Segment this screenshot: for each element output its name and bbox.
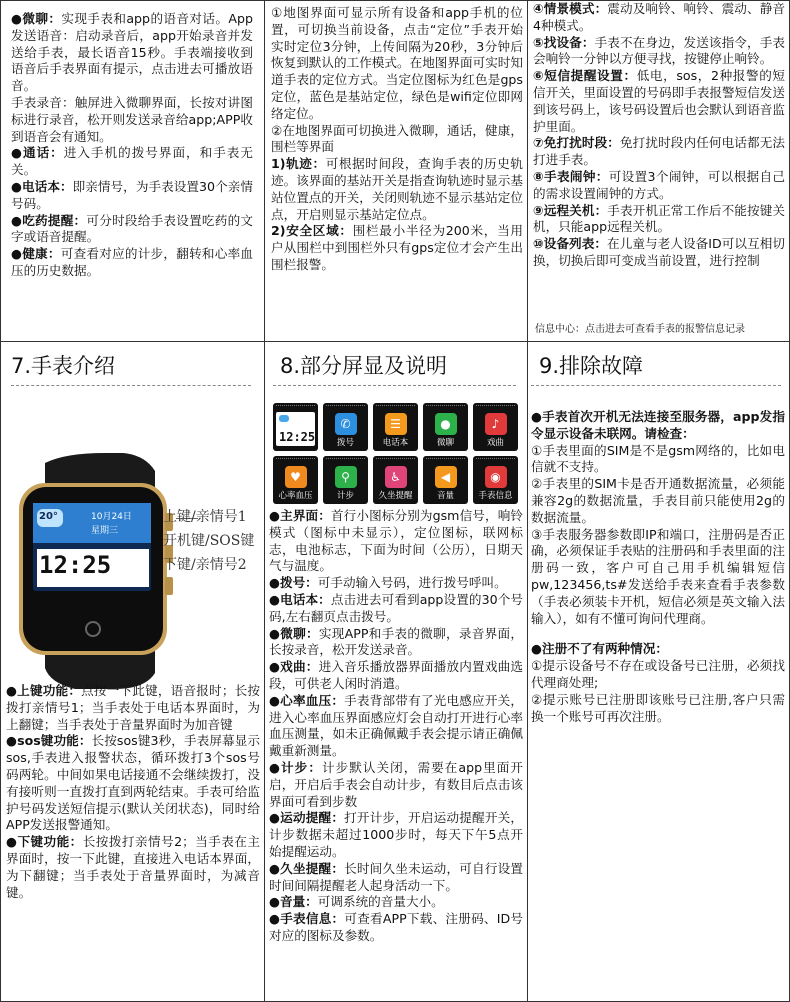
s8-paragraph [269,861,523,895]
top-right-column [533,1,785,321]
tile-status-bar [426,405,465,409]
app-tile[interactable] [273,456,318,504]
top-right-paragraph [533,68,785,135]
app-tile[interactable] [373,456,418,504]
s8-text: 打开计步，开启运动提醒开关，计步数据未超过1000步时，每天下午5点开始提醒运动。 [269,810,523,859]
opera-icon: ♪ [485,413,507,435]
s8-paragraph [269,575,523,592]
tile-label: 拨号 [336,438,354,448]
top-left-text: 手表录音：触屏进入微聊界面，长按对讲图标进行录音，松开则发送录音给app;APP收到语音会有通知。 [11,94,253,144]
s8-paragraph [269,760,523,810]
top-right-text: 手表开机正常工作后不能按键关机，只能app远程关机。 [533,202,785,235]
app-tile[interactable] [373,403,418,451]
s8-text: 进入音乐播放器界面播放内置戏曲选段，可供老人闲时消遣。 [269,659,523,691]
s9-paragraph [531,627,785,641]
clock-time: 12:25 [279,430,316,444]
s8-label: ●计步： [269,759,322,775]
chat-icon: ● [435,413,457,435]
top-left-paragraph [11,246,253,280]
tile-status-bar [426,458,465,462]
tile-status-bar [276,405,315,409]
app-tile[interactable] [323,456,368,504]
column-divider-2 [527,1,528,1002]
top-right-text: 免打扰时段内任何电话都无法打进手表。 [533,135,785,168]
s8-paragraph [269,626,523,660]
top-left-label: ●微聊： [11,11,62,26]
top-right-paragraph [533,236,785,270]
s9-paragraph [531,692,785,726]
top-left-text: 即亲情号，为手表设置30个亲情号码。 [11,178,253,211]
top-middle-paragraph [271,223,523,273]
s8-text: 点击进去可看到app设置的30个号码,左右翻页点击拨号。 [269,591,523,624]
top-right-paragraph [533,1,785,35]
top-right-label: ⑤找设备： [533,34,595,50]
top-middle-paragraph [271,123,523,157]
top-left-label: ●通话： [11,145,64,161]
top-middle-text: 围栏最小半径为200米，当用户从围栏中到围栏外只有gps定位才会产生出围栏报警。 [271,223,523,272]
top-left-paragraph [11,11,253,95]
top-right-text: 低电，sos，2种报警的短信开关，里面设置的号码即手表报警短信发送到该号码上，该号码设置后也会默认到语音监护里面。 [533,68,785,134]
s9-paragraph [531,527,785,628]
info-center-note: 信息中心：点击进去可查看手表的报警信息记录 [535,324,745,335]
top-middle-paragraph [271,5,523,123]
s7-label: ●上键功能： [6,683,82,698]
top-right-label: ⑥短信提醒设置： [533,68,637,84]
sedentary-icon: ♿ [385,466,407,488]
s7-paragraph [6,733,260,834]
callout-down-key: 下键/亲情号2 [163,557,247,573]
section-9-underline [531,385,781,386]
top-left-paragraph [11,95,253,145]
s8-paragraph [269,659,523,693]
s7-label: ●下键功能： [6,834,83,850]
top-left-label: ●吃药提醒： [11,212,87,228]
section-8-underline [273,385,516,386]
s8-label: ●久坐提醒： [269,860,345,876]
tile-label: 音量 [436,491,454,501]
weather-icon [279,415,289,422]
s9-text: ②手表里的SIM卡是否开通数据流量，必须能兼容2g的数据流量，手表目前只能使用2g的数据流量。 [531,476,785,525]
top-right-label: ⑩设备列表： [533,236,608,252]
s9-label: ●手表首次开机无法连接至服务器，app发指令显示设备未联网。请检查： [531,409,785,441]
section-8-title: 8.部分屏显及说明 [280,354,448,378]
main-screen-clock [276,412,315,446]
callout-up-key: 上键/亲情号1 [163,509,247,525]
callout-power-sos-key: 开机键/SOS键 [163,533,255,549]
s8-label: ●心率血压： [269,692,345,708]
s7-text: 长按拨打亲情号2；当手表在主界面时，按一下此键，直接进入电话本界面，为下翻键；当手表处于音量界面时，为减音键。 [6,834,260,900]
tile-status-bar [476,405,515,409]
top-left-paragraph [11,179,253,213]
top-right-label: ④情景模式： [533,1,608,16]
s8-text: 可手动输入号码，进行拨号呼叫。 [317,575,507,591]
s8-label: ●戏曲： [269,659,319,675]
s8-label: ●电话本： [269,591,331,607]
top-right-text: 手表不在身边，发送该指令，手表会响铃一分钟以方便寻找，按键停止响铃。 [533,34,785,67]
tile-status-bar [476,458,515,462]
top-left-paragraph [11,145,253,179]
top-left-text: 可分时段给手表设置吃药的文字或语音提醒。 [11,212,253,245]
watch-date: 10月24日 [91,512,132,522]
app-tile[interactable] [423,403,468,451]
tile-label: 微聊 [436,438,454,448]
column-divider-1 [264,1,265,1002]
top-left-text: 可查看对应的计步，翻转和心率血压的历史数据。 [11,246,253,278]
s8-label: ●运动提醒： [269,810,345,826]
s8-paragraph [269,911,523,945]
top-left-text: 进入手机的拨号界面，和手表无关。 [11,145,253,178]
s7-text: 点按一下此键，语音报时；长按拨打亲情号1；当手表处于电话本界面时，为上翻键；当手表处于音量界面时为加音键 [6,683,260,732]
app-tile[interactable] [473,456,518,504]
s8-text: 长时间久坐未运动，可自行设置时间间隔提醒老人起身活动一下。 [269,860,523,893]
s9-text: ①手表里面的SIM是不是gsm网络的，比如电信就不支持。 [531,442,785,475]
top-right-text: 可设置3个闹钟，可以根据自己的需求设置闹钟的方式。 [533,168,785,201]
s9-text: ③手表服务器参数即IP和端口，注册码是否正确，必须保证手表贴的注册码和手表里面的注册码一致，客户可自己用手机编辑短信pw,123456,ts#发送给手表来查看手表参数（手表必须装卡开机，短信必须是英文输入法输入），如有不懂可询问代理商。 [531,526,785,626]
tile-label: 电话本 [382,438,409,448]
top-right-text: 震动及响铃、响铃、震动、静音4种模式。 [533,1,785,33]
top-left-column [11,11,253,337]
app-tile[interactable] [273,403,318,451]
section-9-title: 9.排除故障 [539,354,644,378]
top-middle-label: 2)安全区域： [271,223,353,239]
s8-label: ●手表信息： [269,911,345,927]
top-right-paragraph [533,169,785,203]
s8-paragraph [269,894,523,911]
s9-paragraph [531,443,785,477]
s7-paragraph [6,683,260,733]
s9-text: ②提示账号已注册即该账号已注册,客户只需换一个账号可再次注册。 [531,691,785,724]
top-left-text: 实现手表和app的语音对话。App发送语音：启动录音后，app开始录音并发送给手表，最长语音15秒。手表端接收到语音后手表界面有提示，点击进去可播放语音。 [11,11,253,94]
s8-label: ●拨号： [269,575,318,591]
tile-label: 心率血压 [278,491,313,501]
top-right-label: ⑧手表闹钟： [533,168,609,184]
pedometer-icon: ⚲ [335,466,357,488]
watch-time: 12:25 [39,551,112,579]
top-right-paragraph [533,203,785,237]
top-middle-label: 1)轨迹： [271,156,326,172]
top-middle-paragraph [271,156,523,223]
tile-status-bar [326,458,365,462]
s9-text [531,409,785,789]
app-tile[interactable] [323,403,368,451]
s8-text: 可调系统的音量大小。 [317,894,444,910]
s9-paragraph [531,658,785,692]
top-left-label: ●健康： [11,246,61,262]
top-right-paragraph [533,35,785,69]
s7-paragraph [6,834,260,901]
s8-text: 计步默认关闭，需要在app里面开启，开启后手表会自动计步，有数目后点击该界面可看到步数 [269,759,523,809]
tile-status-bar [376,458,415,462]
s8-label: ●微聊： [269,625,319,641]
s8-paragraph [269,810,523,860]
s7-label: ●sos键功能： [6,733,92,749]
s8-label: ●音量： [269,894,318,910]
app-tile[interactable] [473,403,518,451]
s8-paragraph [269,693,523,760]
s8-text: 手表背部带有了光电感应开关，进入心率血压界面感应灯会自动打开进行心率血压测量，如未正确佩戴手表会提示请正确佩戴重新测量。 [269,692,523,759]
s9-paragraph [531,641,785,658]
s8-text: 实现APP和手表的微聊，录音界面，长按录音，松开发送录音。 [269,625,523,658]
top-right-label: ⑨远程关机： [533,202,608,218]
section-7-underline [11,385,251,386]
s7-text [6,683,260,999]
tile-label: 久坐提醒 [378,491,413,501]
tile-label: 手表信息 [478,491,513,501]
s9-label: ●注册不了有两种情况： [531,641,668,657]
top-right-label: ⑦免打扰时段： [533,135,620,151]
top-middle-text: ②在地图界面可切换进入微聊，通话，健康，围栏等界面 [271,122,523,155]
watch-info-icon: ◉ [485,466,507,488]
band-divider [1,341,790,342]
s7-text: 长按sos键3秒，手表屏幕显示sos,手表进入报警状态，循环拨打3个sos号码两轮。中间如果电话接通不会继续拨打，没有接听则一直拨打直到两轮结束。手表可给监护号码发送短信提示(默认关闭状态)，同时给APP发送报警通知。 [6,733,260,833]
tile-label: 戏曲 [486,438,504,448]
tile-status-bar [326,405,365,409]
heart-rate-icon: ♥ [285,466,307,488]
contacts-icon: ☰ [385,413,407,435]
s8-paragraph [269,592,523,626]
section-7-title: 7.手表介绍 [11,354,116,378]
s8-text [269,508,523,998]
s9-paragraph [531,476,785,526]
top-middle-text: ①地图界面可显示所有设备和app手机的位置，可切换当前设备，点击“定位”手表开始实时定位3分钟，上传间隔为20秒，3分钟后恢复到默认的工作模式。在地图界面可实时知道手表的定位方式。当定位图标为红色是gps定位，蓝色是基站定位，绿色是wifi定位即网络定位。 [271,5,523,121]
top-right-paragraph [533,135,785,169]
s8-text: 首行小图标分别为gsm信号，响铃模式（图标中未显示），定位图标，联网标志，电池标志，下面为时间（公历），日期天气与温度。 [269,508,523,574]
top-middle-column [271,5,523,339]
watch-temp: 20° [39,511,58,522]
s9-text: ①提示设备号不存在或设备号已注册，必须找代理商处理; [531,658,785,690]
s8-text: 可查看APP下载、注册码、ID号对应的图标及参数。 [269,911,523,943]
top-left-paragraph [11,213,253,247]
phone-icon: ✆ [335,413,357,435]
top-right-text: 在儿童与老人设备ID可以互相切换，切换后即可变成当前设置，进行控制 [533,236,785,268]
app-tile-grid [273,403,519,504]
tile-label: 计步 [336,491,354,501]
s8-paragraph [269,508,523,575]
top-middle-text: 可根据时间段，查询手表的历史轨迹。该界面的基站开关是指查询轨迹时显示基站位置点的开关，关闭则轨迹不显示基站定位点，开启则显示基站定位点。 [271,156,523,222]
s8-label: ●主界面： [269,508,331,523]
volume-icon: ◀ [435,466,457,488]
tile-status-bar [276,458,315,462]
top-left-label: ●电话本： [11,178,73,194]
app-tile[interactable] [423,456,468,504]
watch-weekday: 星期三 [91,526,119,536]
s9-paragraph [531,409,785,443]
tile-status-bar [376,405,415,409]
